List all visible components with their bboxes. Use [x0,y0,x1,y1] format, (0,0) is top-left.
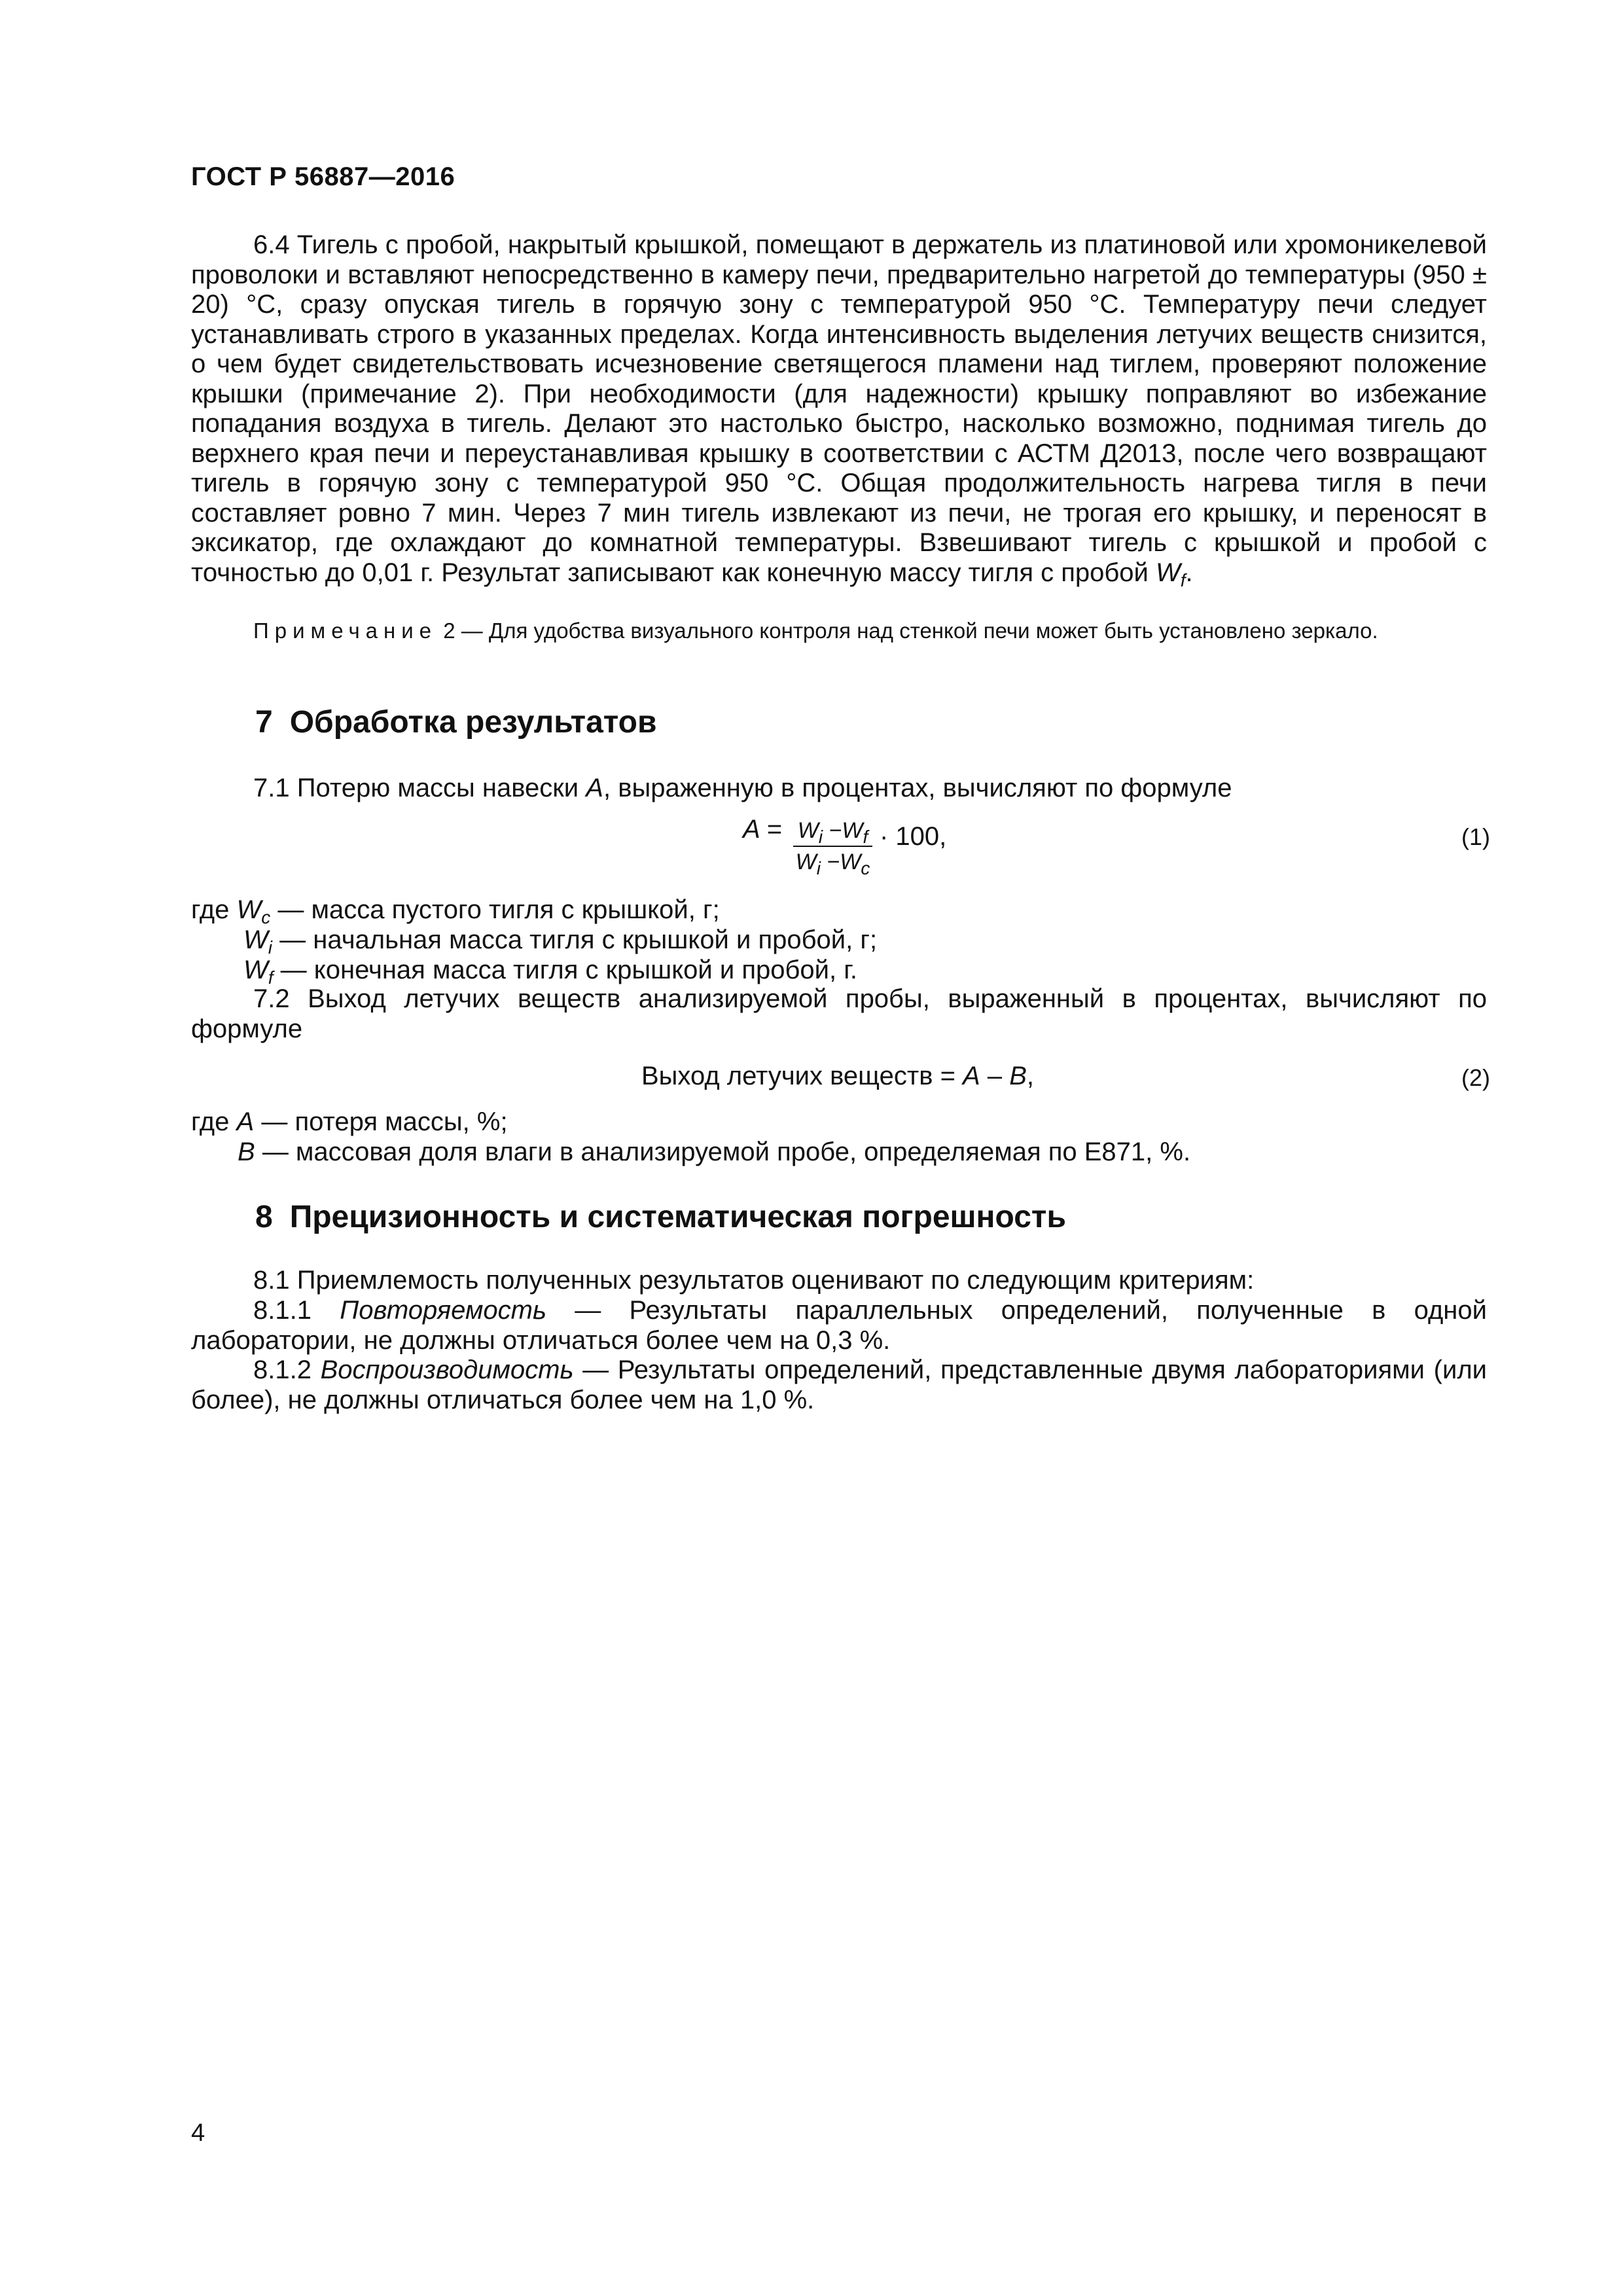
legend-2-row-1: где A — потеря массы, %; [191,1107,508,1136]
paragraph-8-1-1: 8.1.1 Повторяемость — Результаты параллельных определений, полученные в одной лаборатории, не должны отличаться более чем на 0,3 %. [191,1296,1487,1355]
note-text: — Для удобства визуального контроля над стенкой печи может быть установлено зеркало. [461,619,1378,643]
legend-1-row-3: $W_f$ — конечная масса тигля с крышкой и пробой, г. [243,956,858,988]
formula-1-number: (1) [1461,823,1490,850]
symbol-wf: $W_f$ [1155,558,1186,590]
formula-1-denominator: $W_i -W_c$ [795,850,870,878]
document-header: ГОСТ Р 56887—2016 [191,162,455,191]
legend-2-row-2: B — массовая доля влаги в анализируемой пробе, определяемая по Е871, %. [238,1138,1191,1166]
legend-1-row-1: где $W_c$ — масса пустого тигля с крышкой, г; [191,895,720,927]
section-7-heading: 7 Обработка результатов [255,705,657,740]
formula-2-number: (2) [1461,1064,1490,1091]
paragraph-8-1: 8.1 Приемлемость полученных результатов оценивают по следующим критериям: [253,1266,1255,1295]
note-number: 2 [443,619,455,643]
formula-1-fraction [792,818,874,878]
paragraph-8-1-2: 8.1.2 Воспроизводимость — Результаты определений, представленные двумя лабораториями (или более), не должны отличаться более чем на 1,0 %. [191,1355,1487,1414]
note-label: Примечание [253,619,438,643]
legend-1-row-2: $W_i$ — начальная масса тигля с крышкой и пробой, г; [243,925,878,958]
paragraph-7-2: 7.2 Выход летучих веществ анализируемой пробы, выраженный в процентах, вычисляют по формуле [191,984,1487,1043]
paragraph-6-4-text: 6.4 Тигель с пробой, накрытый крышкой, помещают в держатель из платиновой или хромоникелевой проволоки и вставляют непосредственно в камеру печи, предварительно нагретой до температуры (950 ± 20) °С, сразу опуская тигель в горячую зону с температурой 950 °С. Температуру печи следует устанавливать строго в указанных пределах. Когда интенсивность выделения летучих веществ снизится, о чем будет свидетельствовать исчезновение светящегося пламени над тиглем, проверяют положение крышки (примечание 2). При необходимости (для надежности) крышку поправляют во избежание попадания воздуха в тигель. Делают это настолько быстро, насколько возможно, поднимая тигель до верхнего края печи и переустанавливая крышку в соответствии с АСТМ Д2013, после чего возвращают тигель в горячую зону с температурой 950 °С. Общая продолжительность нагрева тигля в печи составляет ровно 7 мин. Через 7 мин тигель извлекают из печи, не трогая его крышку, и переносят в эксикатор, где охлаждают до комнатной температуры. Взвешивают тигель с крышкой и пробой с точностью до 0,01 г. Результат записывают как конечную массу тигля с пробой [191,230,1487,587]
note-2 [191,615,1487,647]
paragraph-6-4: 6.4 Тигель с пробой, накрытый крышкой, помещают в держатель из платиновой или хромоникелевой проволоки и вставляют непосредственно в камеру печи, предварительно нагретой до температуры (950 ± 20) °С, сразу опуская тигель в горячую зону с температурой 950 °С. Температуру печи следует устанавливать строго в указанных пределах. Когда интенсивность выделения летучих веществ снизится, о чем будет свидетельствовать исчезновение светящегося пламени над тиглем, проверяют положение крышки (примечание 2). При необходимости (для надежности) крышку поправляют во избежание попадания воздуха в тигель. Делают это настолько быстро, насколько возможно, поднимая тигель до верхнего края печи и переустанавливая крышку в соответствии с АСТМ Д2013, после чего возвращают тигель в горячую зону с температурой 950 °С. Общая продолжительность нагрева тигля в печи составляет ровно 7 мин. Через 7 мин тигель извлекают из печи, не трогая его крышку, и переносят в эксикатор, где охлаждают до комнатной температуры. Взвешивают тигель с крышкой и пробой с точностью до 0,01 г. Результат записывают как конечную массу тигля с пробой $W_f$. [191,230,1487,590]
formula-1-tail: · 100, [880,822,947,851]
formula-2: Выход летучих веществ = A – B, [641,1062,1035,1090]
page-number: 4 [191,2119,205,2147]
formula-1-numerator: $W_i -W_f$ [797,818,868,847]
formula-1-lhs: A = [743,815,782,844]
section-8-heading: 8 Прецизионность и систематическая погрешность [255,1200,1066,1234]
paragraph-7-1: 7.1 Потерю массы навески A, выраженную в процентах, вычисляют по формуле [253,774,1232,802]
